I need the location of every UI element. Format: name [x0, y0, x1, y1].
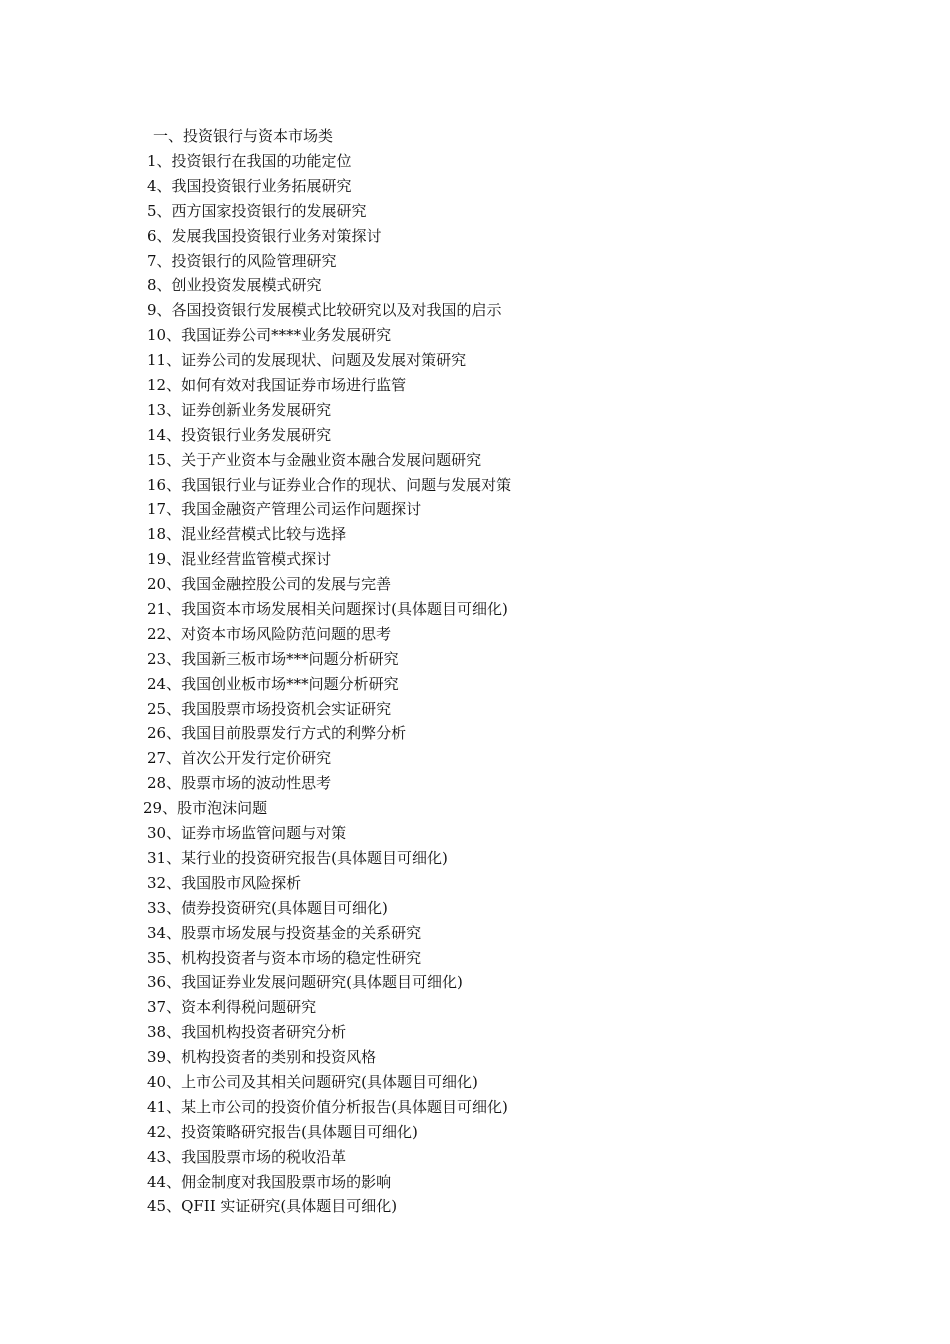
list-item: 39、机构投资者的类别和投资风格	[147, 1048, 377, 1067]
list-item: 27、首次公开发行定价研究	[147, 749, 332, 768]
list-item: 6、发展我国投资银行业务对策探讨	[147, 226, 382, 245]
list-item: 40、上市公司及其相关问题研究(具体题目可细化)	[147, 1072, 478, 1091]
list-item: 42、投资策略研究报告(具体题目可细化)	[147, 1122, 418, 1141]
list-item: 21、我国资本市场发展相关问题探讨(具体题目可细化)	[147, 600, 508, 619]
list-item: 14、投资银行业务发展研究	[147, 425, 332, 444]
list-item: 19、混业经营监管模式探讨	[147, 550, 332, 569]
list-item: 36、我国证券业发展问题研究(具体题目可细化)	[147, 973, 463, 992]
list-item: 23、我国新三板市场***问题分析研究	[147, 649, 399, 668]
list-item: 10、我国证券公司****业务发展研究	[147, 326, 392, 345]
list-item: 22、对资本市场风险防范问题的思考	[147, 624, 392, 643]
topic-list	[143, 149, 512, 1219]
list-item: 8、创业投资发展模式研究	[147, 276, 322, 295]
list-item: 31、某行业的投资研究报告(具体题目可细化)	[147, 848, 448, 867]
list-item: 5、西方国家投资银行的发展研究	[147, 201, 367, 220]
list-item: 7、投资银行的风险管理研究	[147, 251, 337, 270]
list-item: 1、投资银行在我国的功能定位	[147, 152, 352, 170]
list-item: 35、机构投资者与资本市场的稳定性研究	[147, 948, 422, 967]
list-item: 9、各国投资银行发展模式比较研究以及对我国的启示	[147, 301, 502, 320]
list-item: 37、资本利得税问题研究	[147, 998, 317, 1017]
list-item: 26、我国目前股票发行方式的利弊分析	[147, 724, 407, 743]
list-item: 45、QFII 实证研究(具体题目可细化)	[147, 1197, 398, 1216]
list-item: 12、如何有效对我国证券市场进行监管	[147, 376, 407, 395]
list-item: 16、我国银行业与证券业合作的现状、问题与发展对策	[147, 475, 512, 494]
list-item: 33、债券投资研究(具体题目可细化)	[147, 898, 388, 917]
list-item: 38、我国机构投资者研究分析	[147, 1023, 347, 1042]
list-item: 17、我国金融资产管理公司运作问题探讨	[147, 500, 422, 519]
list-item: 41、某上市公司的投资价值分析报告(具体题目可细化)	[147, 1097, 508, 1116]
list-item: 11、证券公司的发展现状、问题及发展对策研究	[147, 351, 467, 370]
list-item: 15、关于产业资本与金融业资本融合发展问题研究	[147, 450, 482, 469]
list-item: 44、佣金制度对我国股票市场的影响	[147, 1172, 392, 1191]
section-title: 一、投资银行与资本市场类	[153, 127, 334, 145]
list-item: 25、我国股票市场投资机会实证研究	[147, 699, 392, 718]
list-item: 20、我国金融控股公司的发展与完善	[147, 575, 392, 594]
list-item: 34、股票市场发展与投资基金的关系研究	[147, 923, 422, 942]
list-item: 43、我国股票市场的税收沿革	[147, 1147, 347, 1166]
list-item: 18、混业经营模式比较与选择	[147, 525, 347, 544]
list-item: 24、我国创业板市场***问题分析研究	[147, 674, 399, 693]
list-item: 30、证券市场监管问题与对策	[147, 824, 347, 843]
list-item: 28、股票市场的波动性思考	[147, 774, 332, 793]
list-item: 4、我国投资银行业务拓展研究	[147, 176, 352, 195]
list-item: 29、股市泡沫问题	[143, 799, 268, 818]
list-item: 13、证券创新业务发展研究	[147, 400, 332, 419]
list-item: 32、我国股市风险探析	[147, 873, 302, 892]
